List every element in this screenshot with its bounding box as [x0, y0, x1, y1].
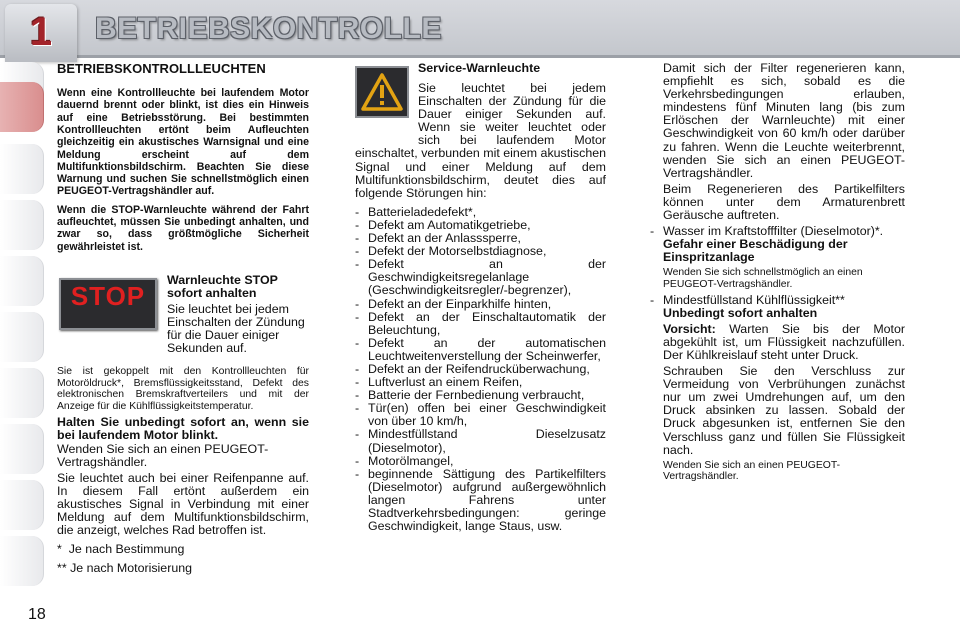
list-item: - Defekt an der Geschwindigkeitsregelanlage (Geschwindigkeitsregler/-begrenzer), — [355, 258, 606, 297]
footnote-destination: * Je nach Bestimmung — [57, 542, 185, 557]
coupled-text: Sie ist gekoppelt mit den Kontrollleuchten für Motoröldruck*, Bremsflüssigkeitsstand, Defekt des elektronischen Bremskraftverteilers und mit der Anzeige für die Kühlflüssigkeitstemperatur. — [57, 365, 309, 412]
side-tab[interactable] — [0, 536, 44, 586]
side-tab[interactable] — [0, 312, 44, 362]
list-item: - Luftverlust an einem Reifen, — [355, 376, 606, 389]
stop-warning-title: Warnleuchte STOP sofort anhalten — [167, 272, 278, 301]
halt-title: Halten Sie unbedingt sofort an, wenn sie bei laufendem Motor blinkt. — [57, 415, 309, 443]
list-item: - Defekt an der Einparkhilfe hinten, — [355, 298, 606, 311]
list-item: - Defekt an der automatischen Leuchtweitenverstellung der Scheinwerfer, — [355, 337, 606, 363]
side-tab[interactable] — [0, 256, 44, 306]
halt-text-dealer: Wenden Sie sich an einen PEUGEOT-Vertragshändler. — [57, 441, 269, 469]
regeneration-noise-text: Beim Regenerieren des Partikelfilters können unter dem Armaturenbrett Geräusche auftreten. — [663, 181, 905, 223]
injection-damage-text: Wenden Sie sich schnellstmöglich an einen PEUGEOT-Vertragshändler. — [663, 267, 863, 290]
fault-list — [355, 206, 606, 533]
dealer-contact-text: Wenden Sie sich an einen PEUGEOT-Vertragshändler. — [663, 459, 841, 483]
list-item: - Defekt an der Einschaltautomatik der Beleuchtung, — [355, 311, 606, 337]
stop-warning-lamp-icon — [59, 278, 157, 330]
footnote-engine: ** Je nach Motorisierung — [57, 561, 192, 576]
service-warning-block — [355, 62, 606, 136]
side-tab[interactable] — [0, 144, 44, 194]
list-item: - Batterieladedefekt*, — [355, 206, 606, 219]
column-right — [650, 62, 905, 483]
chapter-tab — [5, 4, 77, 62]
stop-warning-text: Sie leuchtet bei jedem Einschalten der Zündung für die Dauer einiger Sekunden auf. — [167, 302, 305, 356]
injection-damage-title: Gefahr einer Beschädigung der Einspritzanlage — [663, 237, 848, 265]
stop-lamp-label: STOP — [70, 280, 146, 311]
service-warning-title: Service-Warnleuchte — [418, 61, 541, 75]
side-tab[interactable] — [0, 480, 44, 530]
list-item: - Defekt an der Reifendrucküberwachung, — [355, 363, 606, 376]
list-item-coolant-level: - Mindestfüllstand Kühlflüssigkeit** — [650, 294, 905, 307]
stop-warning-block — [57, 274, 309, 358]
section-title: BETRIEBSKONTROLLLEUCHTEN — [57, 61, 266, 76]
column-middle — [355, 62, 606, 533]
list-item: - Batterie der Fernbedienung verbraucht, — [355, 389, 606, 402]
page-title: BETRIEBSKONTROLLE — [95, 12, 442, 45]
caution-label: Vorsicht: — [663, 321, 716, 336]
list-item: - Mindestfüllstand Dieselzusatz (Dieselmotor), — [355, 428, 606, 454]
filter-regeneration-text: Damit sich der Filter regenerieren kann, empfiehlt es sich, sobald es die Verkehrsbedingungen erlauben, mindestens fünf Minuten lang (bis zum Erlöschen der Warnleuchte) mit einer Geschwindigkeit von 60 km/h oder darüber zu fahren. Wenn die Leuchte weiterbrennt, wenden Sie sich an einen PEUGEOT-Vertragshändler. — [663, 61, 905, 180]
side-tab[interactable] — [0, 368, 44, 418]
side-index-tabs — [0, 64, 44, 624]
chapter-number: 1 — [29, 10, 53, 54]
column-left — [57, 62, 309, 575]
list-item: - Tür(en) offen bei einer Geschwindigkeit von über 10 km/h, — [355, 402, 606, 428]
service-warning-lamp-icon — [355, 66, 409, 118]
page-number: 18 — [28, 606, 46, 623]
warning-list — [650, 225, 905, 238]
service-warning-text: Sie leuchtet bei jedem Einschalten der Zündung für die Dauer einiger Sekunden auf. Wenn sie weiter leuchtet oder sich bei laufendem Motor einschaltet, verbunden mit einem akustischen Signal und einer Meldung auf dem Multifunktionsbildschirm, deutet dies auf folgende Störungen hin: — [355, 81, 606, 200]
stop-intro-paragraph: Wenn die STOP-Warnleuchte während der Fahrt aufleuchtet, müssen Sie unbedingt anhalten, und zwar so, dass größtmögliche Sicherheit gewährleistet ist. — [57, 203, 309, 253]
warning-list-coolant — [650, 294, 905, 307]
list-item: - beginnende Sättigung des Partikelfilters (Dieselmotor) aufgrund außergewöhnlich langen Fahrens unter Stadtverkehrsbedingungen: geringe Geschwindigkeit, lange Staus, usw. — [355, 468, 606, 533]
list-item: - Motorölmangel, — [355, 455, 606, 468]
intro-paragraph: Wenn eine Kontrollleuchte bei laufendem Motor dauernd brennt oder blinkt, ist dies ein Hinweis auf eine Betriebsstörung. Bei bestimmten Kontrollleuchten ertönt beim Aufleuchten gleichzeitig ein akustisches Warnsignal und eine Meldung erscheint auf dem Multifunktionsbildschirm. Beachten Sie diese Warnung und suchen Sie schnellstmöglich einen PEUGEOT-Vertragshändler auf. — [57, 87, 309, 198]
side-tab[interactable] — [0, 424, 44, 474]
cap-opening-text: Schrauben Sie den Verschluss zur Vermeidung von Verbrühungen zunächst nur um zwei Umdrehungen auf, um den Druck absinken zu lassen. Sobald der Druck abgesunken ist, entfernen Sie den Verschluss ganz und füllen Sie Flüssigkeit nach. — [663, 364, 905, 457]
stop-immediately-title: Unbedingt sofort anhalten — [663, 305, 818, 320]
side-tab[interactable] — [0, 200, 44, 250]
side-tab-active[interactable] — [0, 82, 44, 132]
caution-text: Warten Sie bis der Motor abgekühlt ist, um Flüssigkeit nachzufüllen. Der Kühlkreislauf steht unter Druck. — [663, 321, 905, 362]
list-item: - Defekt an der Anlasssperre, — [355, 232, 606, 245]
list-item-water-in-fuel: - Wasser im Kraftstofffilter (Dieselmotor)*. — [650, 225, 905, 238]
list-item: - Defekt der Motorselbstdiagnose, — [355, 245, 606, 258]
list-item: - Defekt am Automatikgetriebe, — [355, 219, 606, 232]
halt-text-tyre: Sie leuchtet auch bei einer Reifenpanne auf. In diesem Fall ertönt außerdem ein akustisches Signal in Verbindung mit einer Meldung auf dem Multifunktionsbildschirm, die anzeigt, welches Rad betroffen ist. — [57, 470, 309, 538]
